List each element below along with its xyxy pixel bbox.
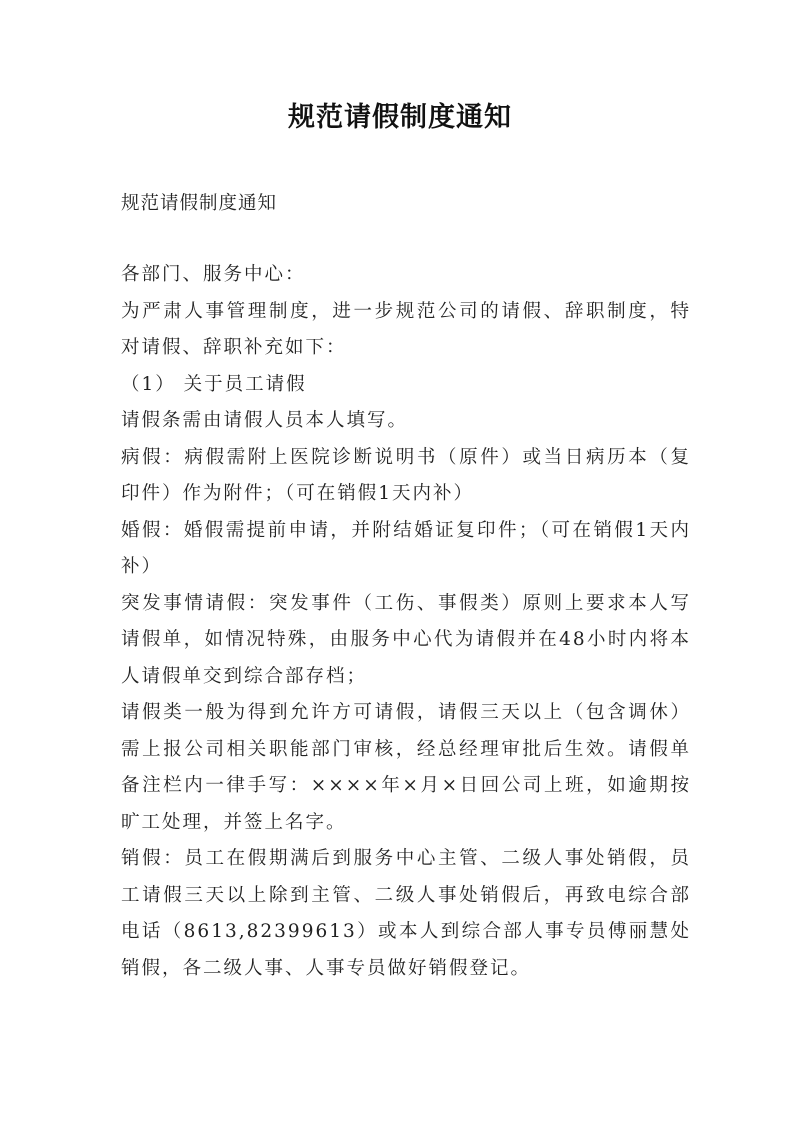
page-title: 规范请假制度通知	[288, 102, 512, 133]
paragraph-return-from-leave: 销假：员工在假期满后到服务中心主管、二级人事处销假，员工请假三天以上除到主管、二级人事处销假后，再致电综合部电话（8613,82399613）或本人到综合部人事专员傅丽慧处销假，各二级人事、人事专员做好销假登记。	[121, 848, 691, 979]
paragraph-approval: 请假类一般为得到允许方可请假，请假三天以上（包含调休）需上报公司相关职能部门审核，经总经理审批后生效。请假单备注栏内一律手写：××××年×月×日回公司上班，如逾期按旷工处理，并签上名字。	[121, 702, 691, 833]
paragraph-marriage-leave: 婚假：婚假需提前申请，并附结婚证复印件；（可在销假1天内补）	[121, 519, 691, 577]
paragraph-sick-leave: 病假：病假需附上医院诊断说明书（原件）或当日病历本（复印件）作为附件；（可在销假1天内补）	[121, 446, 691, 504]
paragraph-salutation: 各部门、服务中心：	[121, 264, 306, 285]
paragraph-intro: 为严肃人事管理制度，进一步规范公司的请假、辞职制度，特对请假、辞职补充如下：	[121, 300, 691, 358]
section-heading-leave: （1） 关于员工请假	[121, 373, 307, 395]
document-subtitle: 规范请假制度通知	[121, 193, 278, 214]
paragraph-emergency-leave: 突发事情请假：突发事件（工伤、事假类）原则上要求本人写请假单，如情况特殊，由服务中心代为请假并在48小时内将本人请假单交到综合部存档；	[121, 592, 691, 687]
document-body	[121, 257, 691, 987]
paragraph-leave-form: 请假条需由请假人员本人填写。	[121, 410, 409, 431]
